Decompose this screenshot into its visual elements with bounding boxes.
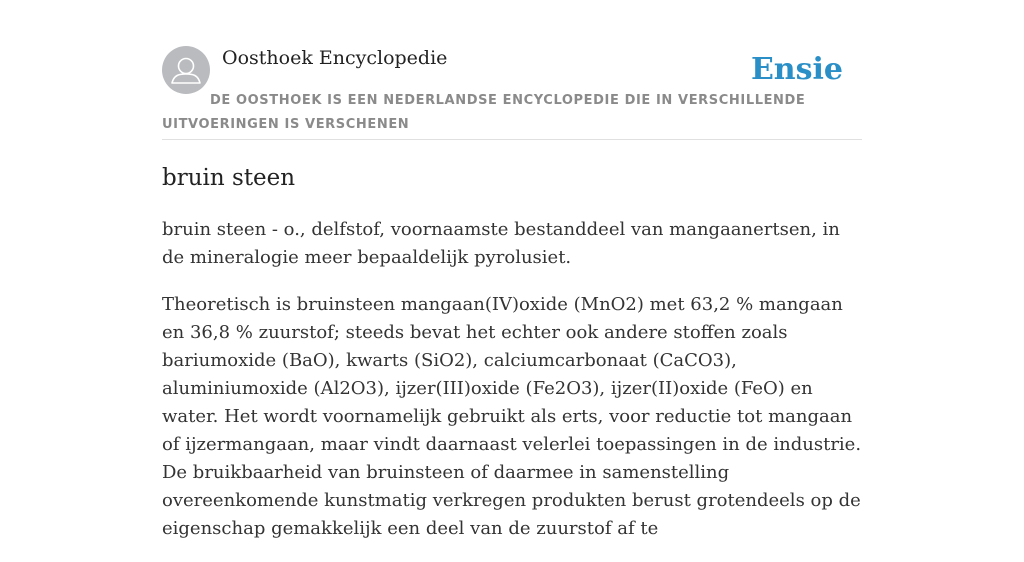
site-header — [162, 46, 862, 140]
article-title: bruin steen — [162, 165, 296, 191]
article-body — [162, 216, 864, 562]
user-avatar-icon[interactable] — [162, 46, 210, 94]
ensie-logo-link[interactable]: Ensie — [750, 52, 843, 87]
article-paragraph-definition: bruin steen - o., delfstof, voornaamste bestanddeel van mangaanertsen, in de mineralogie meer bepaaldelijk pyrolusiet. — [162, 219, 840, 268]
article-paragraph-details: Theoretisch is bruinsteen mangaan(IV)oxide (MnO2) met 63,2 % mangaan en 36,8 % zuurstof; steeds bevat het echter ook andere stoffen zoals bariumoxide (BaO), kwarts (SiO2), calciumcarbonaat (CaCO3), aluminiumoxide (Al2O3), ijzer(III)oxide (Fe2O3), ijzer(II)oxide (FeO) en water. Het wordt voornamelijk gebruikt als erts, voor reductie tot mangaan of ijzermangaan, maar vindt daarnaast velerlei toepassingen in de industrie. De bruikbaarheid van bruinsteen of daarmee in samenstelling overeenkomende kunstmatig verkregen produkten berust grotendeels op de eigenschap gemakkelijk een deel van de zuurstof af te — [162, 294, 862, 539]
site-tagline: DE OOSTHOEK IS EEN NEDERLANDSE ENCYCLOPEDIE DIE IN VERSCHILLENDE UITVOERINGEN IS VERSCHENEN — [162, 93, 806, 132]
user-silhouette-icon — [162, 46, 210, 94]
site-name-link[interactable]: Oosthoek Encyclopedie — [222, 47, 448, 69]
